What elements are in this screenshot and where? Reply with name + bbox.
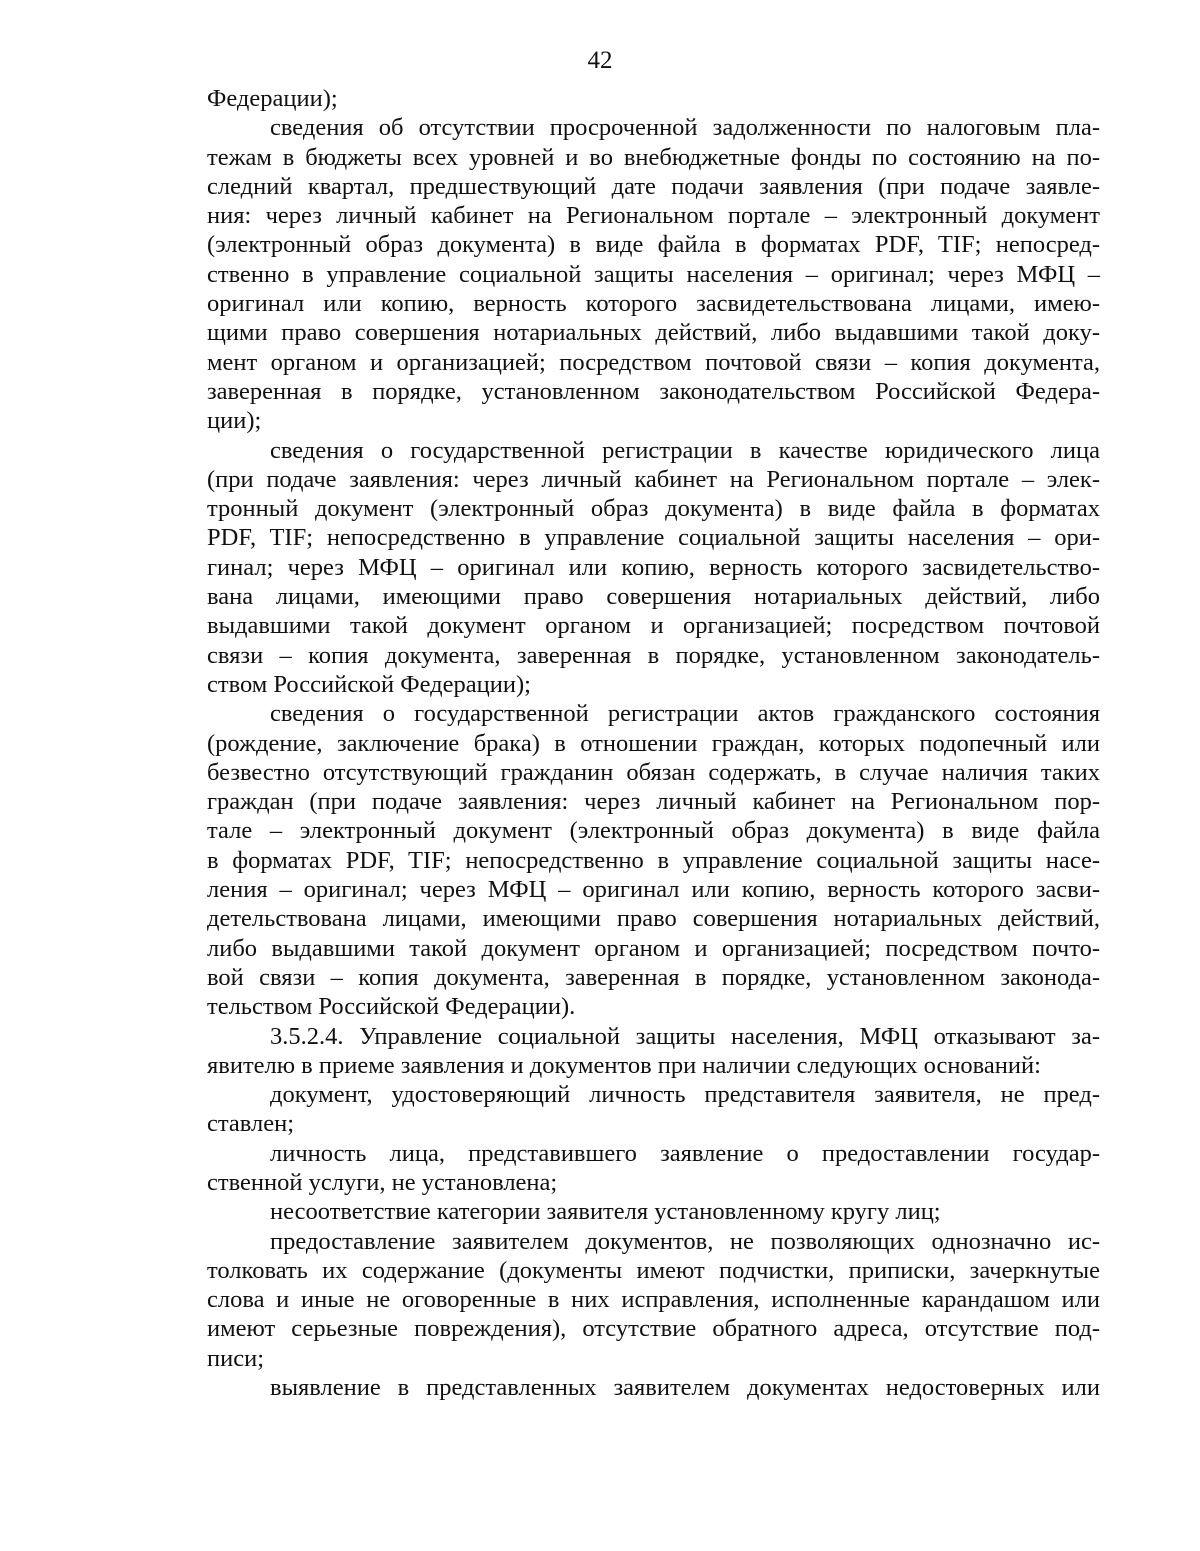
text-line: сведения о государственной регистрации актов гражданского состояния [270,700,1100,728]
paragraph [207,113,1100,435]
paragraph [207,1197,1100,1226]
text-line: ставлен; [207,1110,295,1138]
text-line: в форматах PDF, TIF; непосредственно в управление социальной защиты насе- [207,846,1100,874]
text-line: сведения о государственной регистрации в качестве юридического лица [270,436,1100,464]
text-line: связи – копия документа, заверенная в порядке, установленном законодатель- [207,641,1100,669]
paragraph [207,1080,1100,1139]
text-line: 3.5.2.4. Управление социальной защиты населения, МФЦ отказывают за- [270,1022,1100,1050]
paragraph [207,699,1100,1021]
text-line: ции); [207,407,262,435]
text-line: выявление в представленных заявителем документах недостоверных или [270,1374,1100,1402]
text-line: щими право совершения нотариальных действий, либо выдавшими такой доку- [207,319,1100,347]
text-line: детельствована лицами, имеющими право совершения нотариальных действий, [207,905,1100,933]
text-line: тале – электронный документ (электронный образ документа) в виде файла [207,817,1100,845]
text-line: заверенная в порядке, установленном законодательством Российской Федера- [207,377,1100,405]
document-body [207,84,1100,1402]
paragraph [207,436,1100,700]
text-line: ственно в управление социальной защиты населения – оригинал; через МФЦ – [207,260,1100,288]
text-line: ственной услуги, не установлена; [207,1168,558,1196]
text-line: выдавшими такой документ органом и организацией; посредством почтовой [207,612,1100,640]
text-line: ством Российской Федерации); [207,670,531,698]
text-line: следний квартал, предшествующий дате подачи заявления (при подаче заявле- [207,172,1100,200]
text-line: граждан (при подаче заявления: через личный кабинет на Региональном пор- [207,788,1100,816]
text-line: мент органом и организацией; посредством почтовой связи – копия документа, [207,348,1100,376]
text-line: толковать их содержание (документы имеют подчистки, приписки, зачеркнутые [207,1256,1100,1284]
text-line: имеют серьезные повреждения), отсутствие обратного адреса, отсутствие под- [207,1315,1100,1343]
text-line: явителю в приеме заявления и документов при наличии следующих оснований: [207,1051,1041,1079]
page-number: 42 [587,47,613,74]
text-line: тронный документ (электронный образ документа) в виде файла в форматах [207,495,1100,523]
text-line: сведения об отсутствии просроченной задолженности по налоговым пла- [270,114,1100,142]
text-line: (электронный образ документа) в виде файла в форматах PDF, TIF; непосред- [207,231,1100,259]
text-line: безвестно отсутствующий гражданин обязан содержать, в случае наличия таких [207,758,1100,786]
paragraph [207,1373,1100,1402]
text-line: документ, удостоверяющий личность представителя заявителя, не пред- [270,1081,1100,1109]
text-line: (при подаче заявления: через личный кабинет на Региональном портале – элек- [207,465,1100,493]
text-line: тежам в бюджеты всех уровней и во внебюджетные фонды по состоянию на по- [207,143,1100,171]
paragraph [207,1227,1100,1373]
text-line: либо выдавшими такой документ органом и организацией; посредством почто- [207,934,1100,962]
text-line: несоответствие категории заявителя установленному кругу лиц; [270,1198,941,1226]
text-line: ления – оригинал; через МФЦ – оригинал или копию, верность которого засви- [207,876,1100,904]
text-line: слова и иные не оговоренные в них исправления, исполненные карандашом или [207,1286,1100,1314]
text-line: личность лица, представившего заявление о предоставлении государ- [270,1139,1100,1167]
paragraph [207,1139,1100,1198]
text-line: Федерации); [207,85,338,112]
text-line: оригинал или копию, верность которого засвидетельствована лицами, имею- [207,290,1100,318]
text-line: вой связи – копия документа, заверенная в порядке, установленном законода- [207,963,1100,991]
text-line: ния: через личный кабинет на Региональном портале – электронный документ [207,202,1100,230]
text-line: гинал; через МФЦ – оригинал или копию, верность которого засвидетельство- [207,553,1100,581]
text-line: тельством Российской Федерации). [207,993,576,1021]
paragraph [207,1022,1100,1081]
text-line: вана лицами, имеющими право совершения нотариальных действий, либо [207,583,1100,611]
text-line: (рождение, заключение брака) в отношении граждан, которых подопечный или [207,729,1100,757]
text-line: предоставление заявителем документов, не позволяющих однозначно ис- [270,1227,1100,1255]
paragraph [207,84,1100,113]
text-line: писи; [207,1344,265,1372]
text-line: PDF, TIF; непосредственно в управление социальной защиты населения – ори- [207,524,1100,552]
